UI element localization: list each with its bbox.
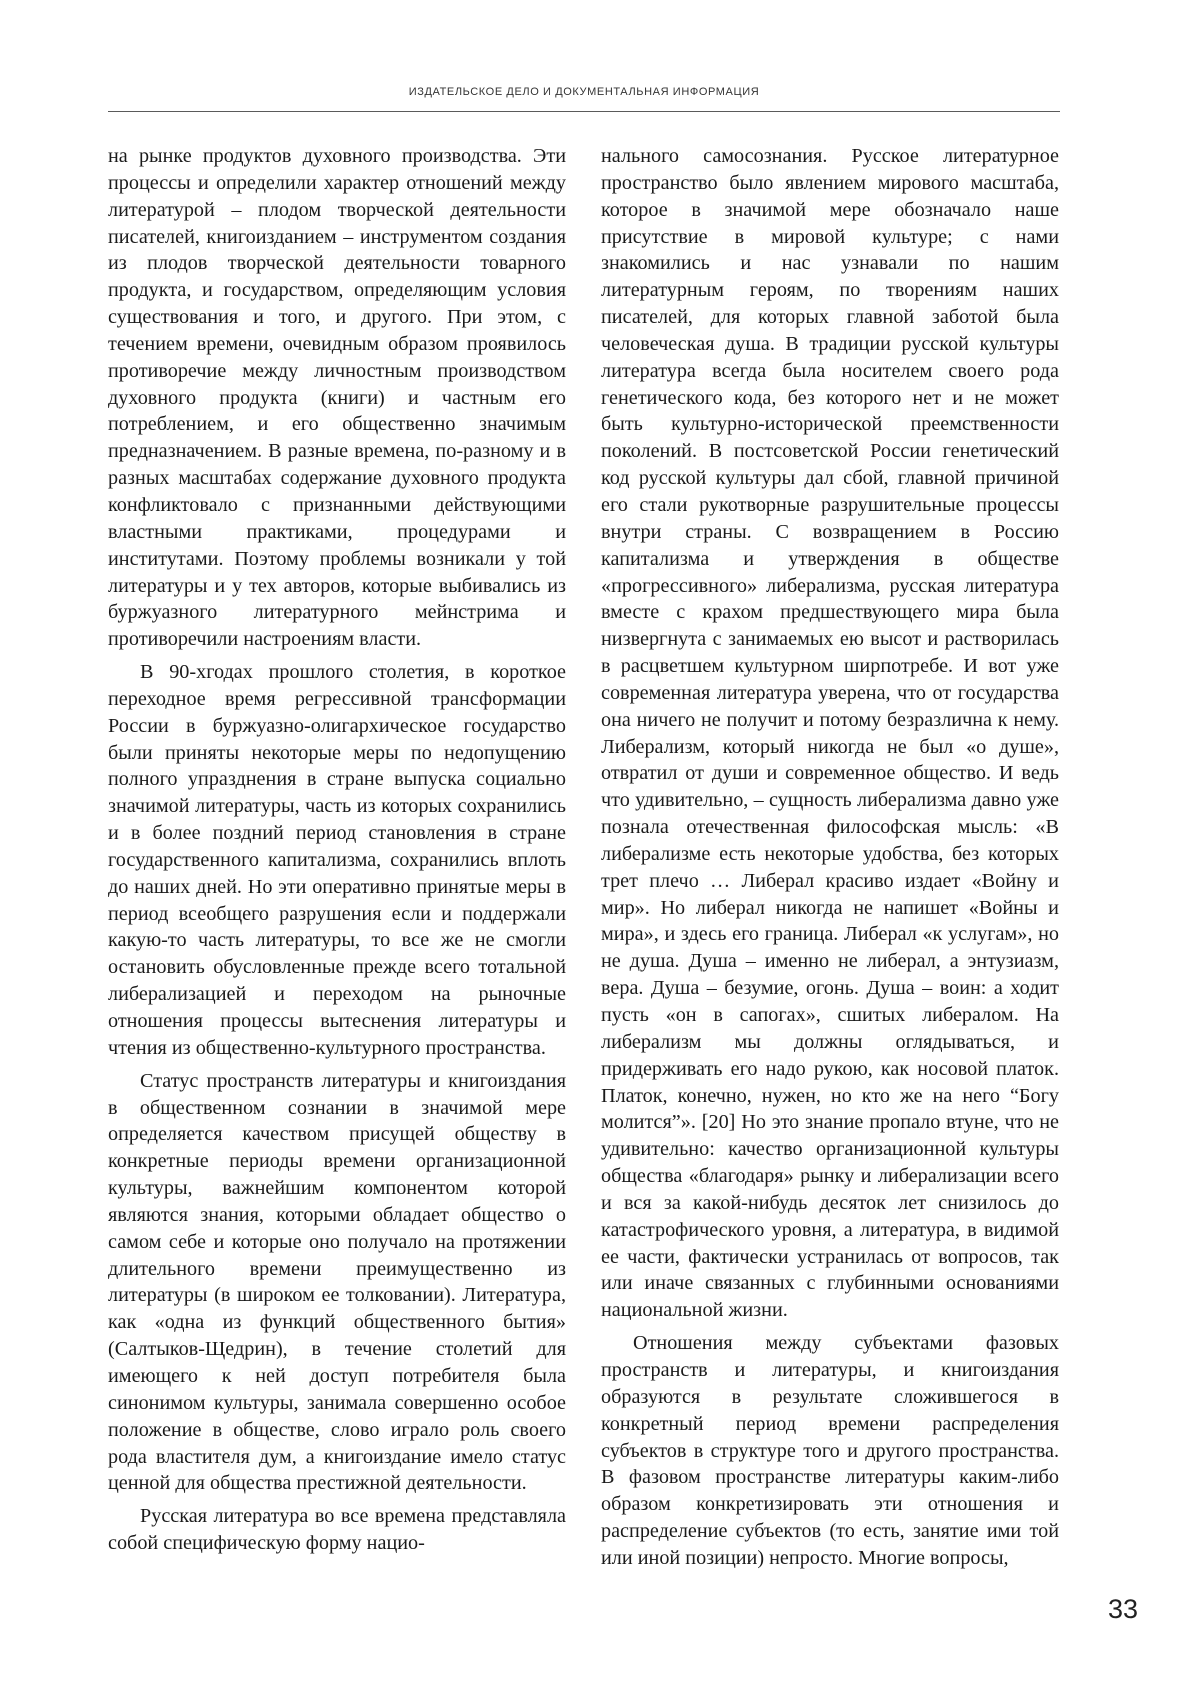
paragraph: на рынке продуктов духовного производства. Эти процессы и определили характер отношений между литературой – плодом творческой деятельности писателей, книгоизданием – инструментом создания из плодов творческой деятельности товарного продукта, и государством, определяющим условия существования и того, и другого. При этом, с течением времени, очевидным образом проявилось противоречие между личностным производством духовного продукта (книги) и частным его потреблением, и его общественно значимым предназначением. В разные времена, по-разному и в разных масштабах содержание духовного продукта конфликтовало с признанными действующими властными практиками, процедурами и институтами. Поэтому проблемы возникали у той литературы и у тех авторов, которые выбивались из буржуазного литературного мейнстрима и противоречили настроениям власти. [108, 145, 566, 651]
header-rule [108, 111, 1060, 112]
page-number: 33 [1108, 1594, 1139, 1624]
right-column [601, 143, 1059, 1623]
left-column [108, 143, 566, 1623]
paragraph: Статус пространств литературы и книгоиздания в общественном сознании в значимой мере определяется качеством присущей обществу в конкретные периоды времени организационной культуры, важнейшим компонентом которой являются знания, которыми обладает общество о самом себе и которые оно получало на протяжении длительного времени преимущественно из литературы (в широком ее толковании). Литература, как «одна из функций общественного бытия» (Салтыков-Щедрин), в течение столетий для имеющего к ней доступ потребителя была синонимом культуры, занимала совершенно особое положение в обществе, слово играло роль своего рода властителя дум, а книгоиздание имело статус ценной для общества престижной деятельности. [108, 1069, 566, 1495]
paragraph: Отношения между субъектами фазовых пространств и литературы, и книгоиздания образуются в результате сложившегося в конкретный период времени распределения субъектов в структуре того и другого пространства. В фазовом пространстве литературы каким-либо образом конкретизировать эти отношения и распределение субъектов (то есть, занятие ими той или иной позиции) непросто. Многие вопросы, [601, 1332, 1059, 1569]
paragraph: Русская литература во все времена представляла собой специфическую форму нацио- [108, 1505, 566, 1555]
paragraph: нального самосознания. Русское литературное пространство было явлением мирового масштаба, которое в значимой мере обозначало наше присутствие в мировой культуре; с нами знакомились и нас узнавали по нашим литературным героям, по творениям наших писателей, для которых главной заботой была человеческая душа. В традиции русской культуры литература всегда была носителем своего рода генетического кода, без которого нет и не может быть культурно-исторической преемственности поколений. В постсоветской России генетический код русской культуры дал сбой, главной причиной его стали рукотворные разрушительные процессы внутри страны. С возвращением в Россию капитализма и утверждения в обществе «прогрессивного» либерализма, русская литература вместе с крахом предшествующего мира была низвергнута с занимаемых ею высот и растворилась в расцветшем культурном ширпотребе. И вот уже современная литература уверена, что от государства она ничего не получит и потому безразлична к нему. Либерализм, который никогда не был «о душе», отвратил от души и современное общество. И ведь что удивительно, – сущность либерализма давно уже познала отечественная философская мысль: «В либерализме есть некоторые удобства, без которых трет плечо … Либерал красиво издает «Войну и мир». Но либерал никогда не напишет «Войны и мира», и здесь его граница. Либерал «к услугам», но не душа. Душа – именно не либерал, а энтузиазм, вера. Душа – безумие, огонь. Душа – воин: а ходит пусть «он в сапогах», сшитых либералом. На либерализм мы должны оглядываться, и придерживать его надо рукою, как носовой платок. Платок, конечно, нужен, но кто же на него “Богу молится”». [20] Но это знание пропало втуне, что не удивительно: качество организационной культуры общества «благодаря» рынку и либерализации всего и вся за какой-нибудь десяток лет снизилось до катастрофического уровня, а литература, в видимой ее части, фактически устранилась от вопросов, так или иначе связанных с глубинными основаниями национальной жизни. [601, 145, 1059, 1322]
paragraph: В 90-хгодах прошлого столетия, в короткое переходное время регрессивной трансформации России в буржуазно-олигархическое государство были приняты некоторые меры по недопущению полного упразднения в стране выпуска социально значимой литературы, часть из которых сохранились и в более поздний период становления в стране государственного капитализма, сохранились вплоть до наших дней. Но эти оперативно принятые меры в период всеобщего разрушения если и поддержали какую-то часть литературы, то все же не смогли остановить обусловленные прежде всего тотальной либерализацией и переходом на рыночные отношения процессы вытеснения литературы и чтения из общественно-культурного пространства. [108, 661, 566, 1059]
running-header: ИЗДАТЕЛЬСКОЕ ДЕЛО И ДОКУМЕНТАЛЬНАЯ ИНФОРМАЦИЯ [408, 86, 760, 98]
